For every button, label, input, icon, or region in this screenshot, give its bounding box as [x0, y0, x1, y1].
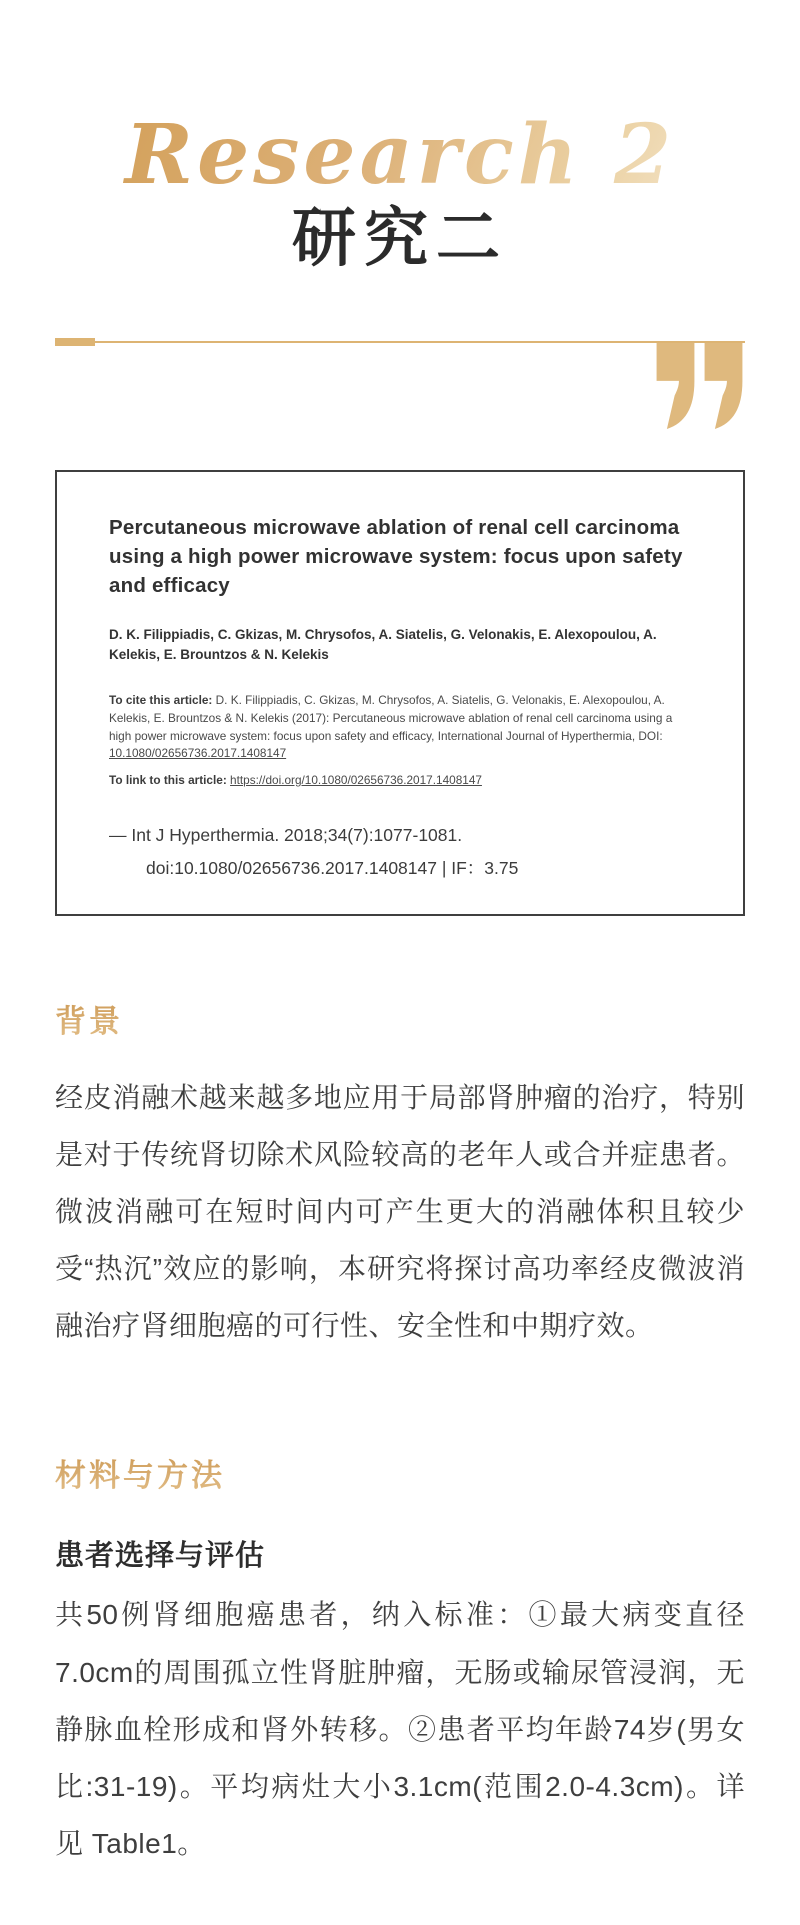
methods-heading: 材料与方法: [55, 1450, 225, 1495]
gold-divider: [55, 338, 745, 428]
background-paragraph: 经皮消融术越来越多地应用于局部肾肿瘤的治疗，特别是对于传统肾切除术风险较高的老年人或合并症患者。微波消融可在短时间内可产生更大的消融体积且较少受“热沉”效应的影响，本研究将探讨高功率经皮微波消融治疗肾细胞癌的可行性、安全性和中期疗效。: [55, 1081, 745, 1342]
research-title-zh: 研究二: [292, 201, 508, 277]
cite-doi-link[interactable]: 10.1080/02656736.2017.1408147: [109, 746, 287, 761]
paper-link-block: [109, 773, 693, 787]
background-heading: 背景: [55, 996, 123, 1041]
section-methods: [55, 1354, 745, 1872]
closing-quote-icon: [656, 343, 743, 429]
paper-authors: D. K. Filippiadis, C. Gkizas, M. Chrysofos, A. Siatelis, G. Velonakis, E. Alexopoulou, A. Kelekis, E. Brountzos & N. Kelekis: [109, 626, 657, 663]
patient-selection-subheading: 患者选择与评估: [55, 1540, 266, 1573]
journal-reference: [109, 819, 693, 884]
cite-text: D. K. Filippiadis, C. Gkizas, M. Chrysofos, A. Siatelis, G. Velonakis, E. Alexopoulou, A. Kelekis, E. Brountzos & N. Kelekis (2017): Percutaneous microwave ablation of renal cell carcinoma using a high power microwave system: focus upon safety and efficacy, International Journal of Hyperthermia, DOI:: [109, 693, 673, 743]
methods-paragraph: 共50例肾细胞癌患者，纳入标准：①最大病变直径7.0cm的周围孤立性肾脏肿瘤，无肠或输尿管浸润，无静脉血栓形成和肾外转移。②患者平均年龄74岁(男女比:31-19)。平均病灶大小3.1cm(范围2.0-4.3cm)。详见 Table1。: [55, 1599, 745, 1859]
paper-title: Percutaneous microwave ablation of renal cell carcinoma using a high power microwave system: focus upon safety and efficacy: [109, 516, 683, 597]
research-title-en: Research 2: [0, 112, 800, 198]
link-label: To link to this article:: [109, 773, 227, 788]
journal-line: — Int J Hyperthermia. 2018;34(7):1077-1081.: [109, 825, 463, 846]
divider-line: [55, 341, 745, 343]
page-header: [0, 0, 800, 277]
article-url-link[interactable]: https://doi.org/10.1080/02656736.2017.1408147: [230, 773, 482, 788]
cite-label: To cite this article:: [109, 693, 213, 708]
doi-impact-line: doi:10.1080/02656736.2017.1408147 | IF：3.75: [146, 857, 519, 878]
paper-cite-block: [109, 692, 693, 763]
paper-citation-card: [55, 470, 745, 915]
section-background: [55, 916, 745, 1355]
